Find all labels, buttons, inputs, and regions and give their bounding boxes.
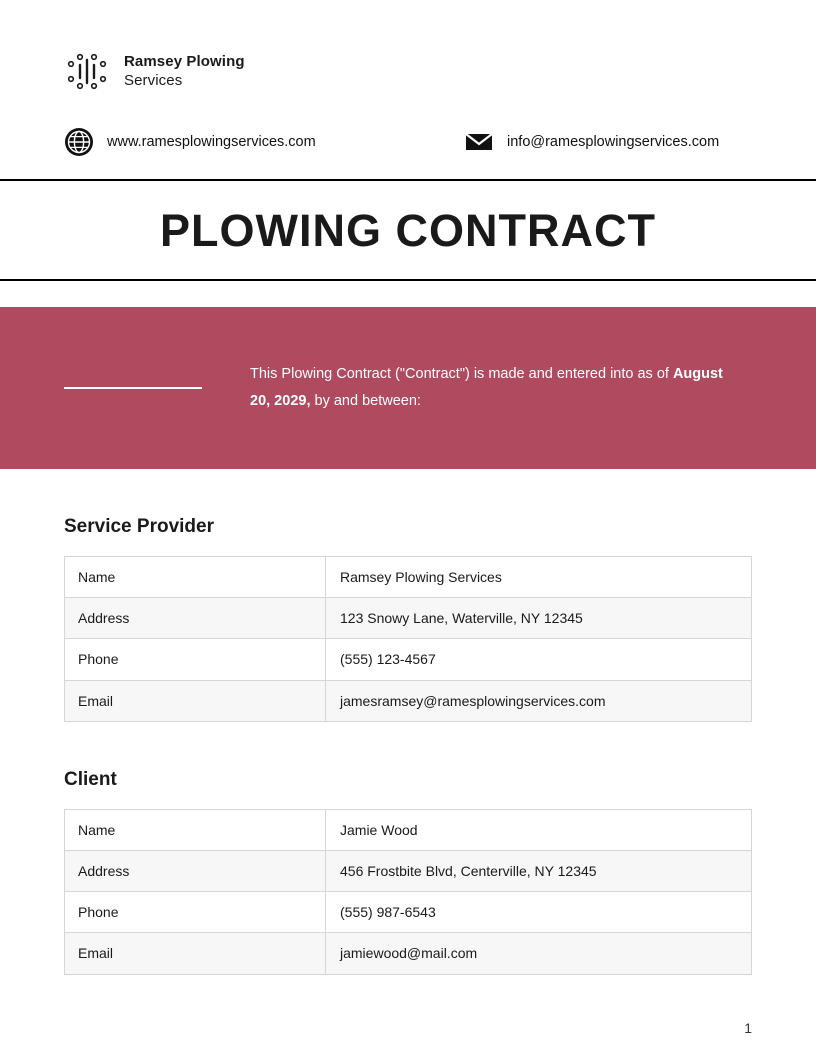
table-row [65,850,752,891]
section-heading-service-provider: Service Provider [64,516,214,537]
brand-name-line1: Ramsey Plowing [124,52,245,70]
service-provider-table [64,556,752,722]
email-text: info@ramesplowingservices.com [507,134,720,150]
row-value: 123 Snowy Lane, Waterville, NY 12345 [326,598,752,639]
dots-pattern-logo-icon [64,48,110,94]
table-row [65,892,752,933]
website-text: www.ramesplowingservices.com [107,134,316,150]
document-header [0,0,816,157]
intro-band [0,307,816,469]
row-value: jamesramsey@ramesplowingservices.com [326,680,752,721]
globe-icon [64,127,94,157]
title-rule-bottom [0,279,816,281]
table-row [65,933,752,974]
brand-name [124,52,245,91]
intro-date: August 20, 2029, [250,366,723,409]
row-label: Email [65,680,326,721]
row-label: Name [65,557,326,598]
brand-name-line2: Services [124,72,183,89]
email-contact[interactable] [464,127,719,157]
document-body [0,516,816,975]
section-heading-client: Client [64,768,117,790]
row-label: Phone [65,892,326,933]
row-label: Name [65,809,326,850]
page-title: PLOWING CONTRACT [160,205,656,256]
envelope-icon [464,127,494,157]
row-label: Phone [65,639,326,680]
row-value: (555) 987-6543 [326,892,752,933]
table-row [65,639,752,680]
row-value: Jamie Wood [326,809,752,850]
intro-text-before: This Plowing Contract ("Contract") is made and entered into as of [250,366,673,383]
intro-dash [64,387,202,389]
contact-row [64,127,752,157]
table-row [65,680,752,721]
row-value: jamiewood@mail.com [326,933,752,974]
table-row [65,809,752,850]
page-number: 1 [744,1020,752,1036]
title-band [0,181,816,279]
row-label: Address [65,850,326,891]
row-label: Address [65,598,326,639]
row-value: (555) 123-4567 [326,639,752,680]
row-label: Email [65,933,326,974]
intro-paragraph [250,361,745,415]
table-row [65,557,752,598]
client-table [64,809,752,975]
intro-text-after: by and between: [310,393,421,409]
table-row [65,598,752,639]
row-value: 456 Frostbite Blvd, Centerville, NY 12345 [326,850,752,891]
row-value: Ramsey Plowing Services [326,557,752,598]
website-contact[interactable] [64,127,464,157]
brand-block [64,48,752,94]
